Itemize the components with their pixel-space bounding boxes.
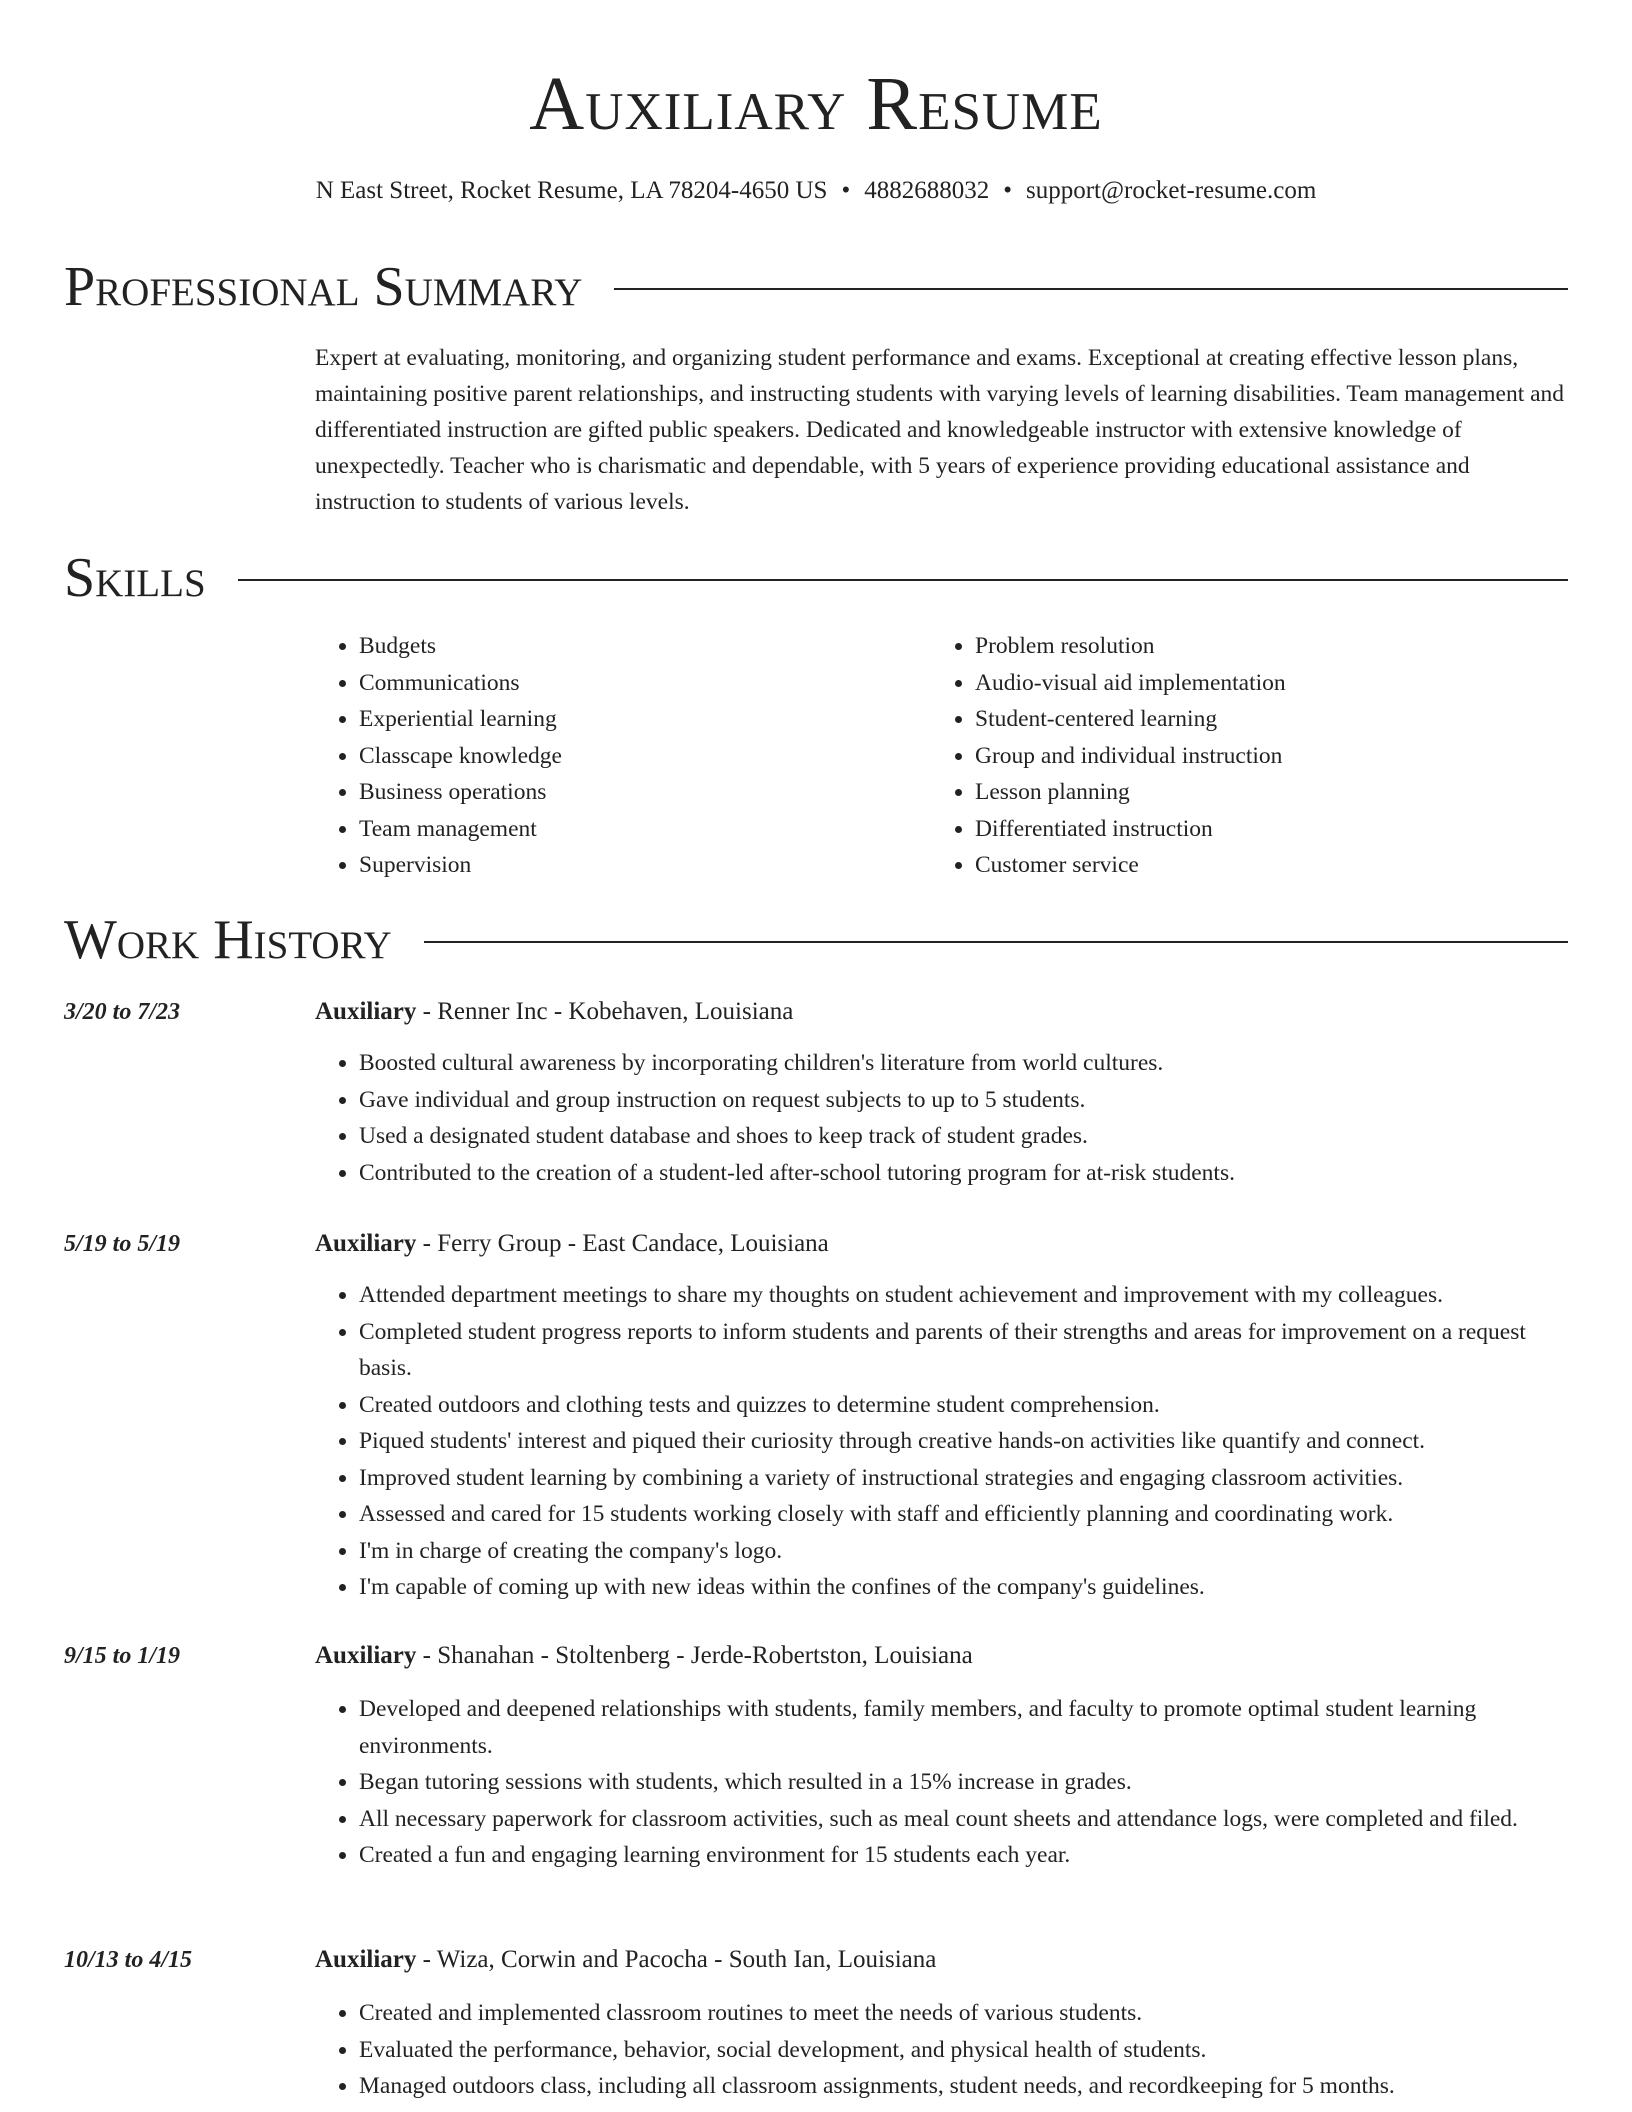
- job-bullet: • Completed student progress reports to inform students and parents of their strengths and areas for improvement on a request basis.: [359, 1314, 1568, 1387]
- job-title: Auxiliary: [315, 1946, 417, 1973]
- skill-item: • Customer service: [975, 847, 1286, 884]
- job-bullet: • Contributed to the creation of a student-led after-school tutoring program for at-risk students.: [359, 1155, 1568, 1192]
- skill-item: • Communications: [359, 665, 931, 702]
- skill-item: • Student-centered learning: [975, 701, 1286, 738]
- job-bullet: • Used a designated student database and shoes to keep track of student grades.: [359, 1118, 1568, 1155]
- job-bullet: • All necessary paperwork for classroom activities, such as meal count sheets and attendance logs, were completed and filed.: [359, 1801, 1568, 1838]
- job-bullets: [315, 1995, 1568, 2105]
- job-heading: [315, 1638, 1568, 1674]
- skills-heading: Skills: [64, 547, 206, 609]
- job-heading: [315, 994, 1568, 1030]
- section-heading-work-history: [64, 907, 1568, 973]
- job-dates: 9/15 to 1/19: [64, 1643, 181, 1669]
- job-employer: - Shanahan - Stoltenberg - Jerde-Robertston, Louisiana: [416, 1642, 973, 1669]
- job-heading: [315, 1226, 1568, 1262]
- job-title: Auxiliary: [315, 1642, 417, 1669]
- summary-heading: Professional Summary: [64, 256, 583, 318]
- section-divider: [424, 941, 1568, 943]
- contact-email: support@rocket-resume.com: [1025, 177, 1317, 204]
- job-bullet: • I'm in charge of creating the company's logo.: [359, 1533, 1568, 1570]
- job-bullet: • Piqued students' interest and piqued their curiosity through creative hands-on activities like quantify and connect.: [359, 1423, 1568, 1460]
- job-bullet: • I'm capable of coming up with new ideas within the confines of the company's guidelines.: [359, 1569, 1568, 1606]
- skill-item: • Team management: [359, 811, 931, 848]
- job-bullet: • Gave individual and group instruction on request subjects to up to 5 students.: [359, 1082, 1568, 1119]
- work-heading: Work History: [64, 909, 392, 971]
- skill-item: • Differentiated instruction: [975, 811, 1286, 848]
- section-divider: [614, 288, 1568, 290]
- contact-line: [0, 174, 1632, 208]
- skill-item: • Experiential learning: [359, 701, 931, 738]
- section-heading-summary: [64, 254, 1568, 320]
- skill-item: • Classcape knowledge: [359, 738, 931, 775]
- contact-separator: •: [1003, 177, 1012, 204]
- contact-phone: 4882688032: [864, 177, 990, 204]
- job-bullets: [315, 1691, 1568, 1874]
- job-bullet: • Boosted cultural awareness by incorporating children's literature from world cultures.: [359, 1045, 1568, 1082]
- job-bullet: • Began tutoring sessions with students, which resulted in a 15% increase in grades.: [359, 1764, 1568, 1801]
- job-employer: - Wiza, Corwin and Pacocha - South Ian, Louisiana: [416, 1946, 937, 1973]
- resume-title: Auxiliary Resume: [529, 62, 1103, 146]
- job-heading: [315, 1942, 1568, 1978]
- skill-item: • Lesson planning: [975, 774, 1286, 811]
- skill-item: • Group and individual instruction: [975, 738, 1286, 775]
- job-bullets: [315, 1045, 1568, 1191]
- job-bullet: • Created outdoors and clothing tests and quizzes to determine student comprehension.: [359, 1387, 1568, 1424]
- skill-item: • Business operations: [359, 774, 931, 811]
- section-heading-skills: [64, 545, 1568, 611]
- job-bullet: • Created and implemented classroom routines to meet the needs of various students.: [359, 1995, 1568, 2032]
- job-bullets: [315, 1277, 1568, 1606]
- job-bullet: • Evaluated the performance, behavior, social development, and physical health of students.: [359, 2032, 1568, 2069]
- skills-column-left: [315, 628, 931, 884]
- skill-item: • Supervision: [359, 847, 931, 884]
- contact-separator: •: [841, 177, 851, 204]
- job-dates: 10/13 to 4/15: [64, 1947, 193, 1973]
- contact-address: N East Street, Rocket Resume, LA 78204-4650 US: [315, 177, 828, 204]
- job-bullet: • Attended department meetings to share my thoughts on student achievement and improvement with my colleagues.: [359, 1277, 1568, 1314]
- job-bullet: • Improved student learning by combining a variety of instructional strategies and engaging classroom activities.: [359, 1460, 1568, 1497]
- job-title: Auxiliary: [315, 998, 417, 1025]
- job-title: Auxiliary: [315, 1230, 417, 1257]
- skills-list: [315, 628, 1568, 884]
- job-employer: - Renner Inc - Kobehaven, Louisiana: [416, 998, 794, 1025]
- skill-item: • Budgets: [359, 628, 931, 665]
- skill-item: • Audio-visual aid implementation: [975, 665, 1286, 702]
- job-employer: - Ferry Group - East Candace, Louisiana: [416, 1230, 829, 1257]
- skills-column-right: [931, 628, 1286, 884]
- job-bullet: • Managed outdoors class, including all classroom assignments, student needs, and recordkeeping for 5 months.: [359, 2068, 1568, 2105]
- summary-text: Expert at evaluating, monitoring, and organizing student performance and exams. Exceptional at creating effective lesson plans, maintaining positive parent relationships, and instructing students with varying levels of learning disabilities. Team management and differentiated instruction are gifted public speakers. Dedicated and knowledgeable instructor with extensive knowledge of unexpectedly. Teacher who is charismatic and dependable, with 5 years of experience providing educational assistance and instruction to students of various levels.: [315, 345, 1565, 515]
- job-dates: 3/20 to 7/23: [64, 999, 181, 1025]
- job-dates: 5/19 to 5/19: [64, 1231, 181, 1257]
- skill-item: • Problem resolution: [975, 628, 1286, 665]
- job-bullet: • Developed and deepened relationships with students, family members, and faculty to promote optimal student learning environments.: [359, 1691, 1568, 1764]
- job-bullet: • Assessed and cared for 15 students working closely with staff and efficiently planning and coordinating work.: [359, 1496, 1568, 1533]
- section-divider: [238, 579, 1568, 581]
- job-bullet: • Created a fun and engaging learning environment for 15 students each year.: [359, 1837, 1568, 1874]
